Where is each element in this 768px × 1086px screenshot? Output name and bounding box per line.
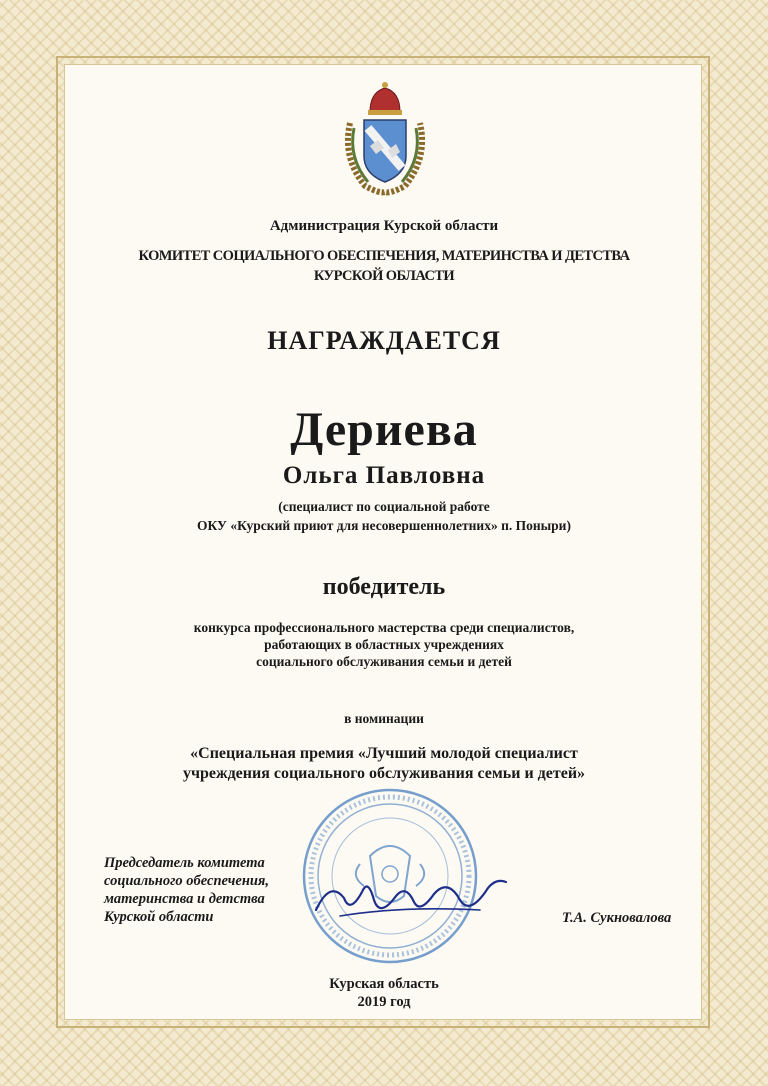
chair-line-4: Курской области: [104, 909, 214, 925]
contest-line-1: конкурса профессионального мастерства среди специалистов,: [193, 620, 575, 635]
position-line-1: (специалист по социальной работе: [278, 499, 490, 514]
handwritten-signature-icon: [310, 870, 510, 930]
contest-line-3: социального обслуживания семьи и детей: [256, 654, 512, 669]
contest-description: [0, 619, 768, 670]
administration-title: Администрация Курской области: [269, 218, 499, 234]
contest-line-2: работающих в областных учреждениях: [264, 637, 504, 652]
committee-line-2: КУРСКОЙ ОБЛАСТИ: [313, 268, 455, 284]
position-line-2: ОКУ «Курский приют для несовершеннолетних» п. Поныри): [197, 518, 571, 533]
footer-region: Курская область: [329, 976, 439, 992]
prize-line-2: учреждения социального обслуживания семьи и детей»: [182, 765, 586, 782]
footer-year: 2019 год: [357, 994, 411, 1010]
award-title: победитель: [322, 574, 446, 600]
recipient-position: [0, 497, 768, 535]
nomination-label: в номинации: [344, 711, 424, 726]
chair-line-1: Председатель комитета: [104, 855, 265, 871]
chair-line-2: социального обеспечения,: [104, 873, 270, 889]
chair-title: [104, 854, 269, 926]
signer-name: Т.А. Сукновалова: [562, 910, 672, 926]
kursk-coat-of-arms-icon: [340, 78, 430, 198]
committee-title: [0, 246, 768, 286]
committee-line-1: КОМИТЕТ СОЦИАЛЬНОГО ОБЕСПЕЧЕНИЯ, МАТЕРИНСТВА И ДЕТСТВА: [138, 248, 630, 264]
recipient-name: Ольга Павловна: [282, 462, 486, 489]
nomination-title: [0, 744, 768, 784]
chair-line-3: материнства и детства: [104, 891, 265, 907]
award-heading: НАГРАЖДАЕТСЯ: [267, 326, 501, 355]
footer: [0, 975, 768, 1011]
prize-line-1: «Специальная премия «Лучший молодой специалист: [190, 745, 578, 762]
recipient-surname: Дериева: [290, 403, 478, 456]
